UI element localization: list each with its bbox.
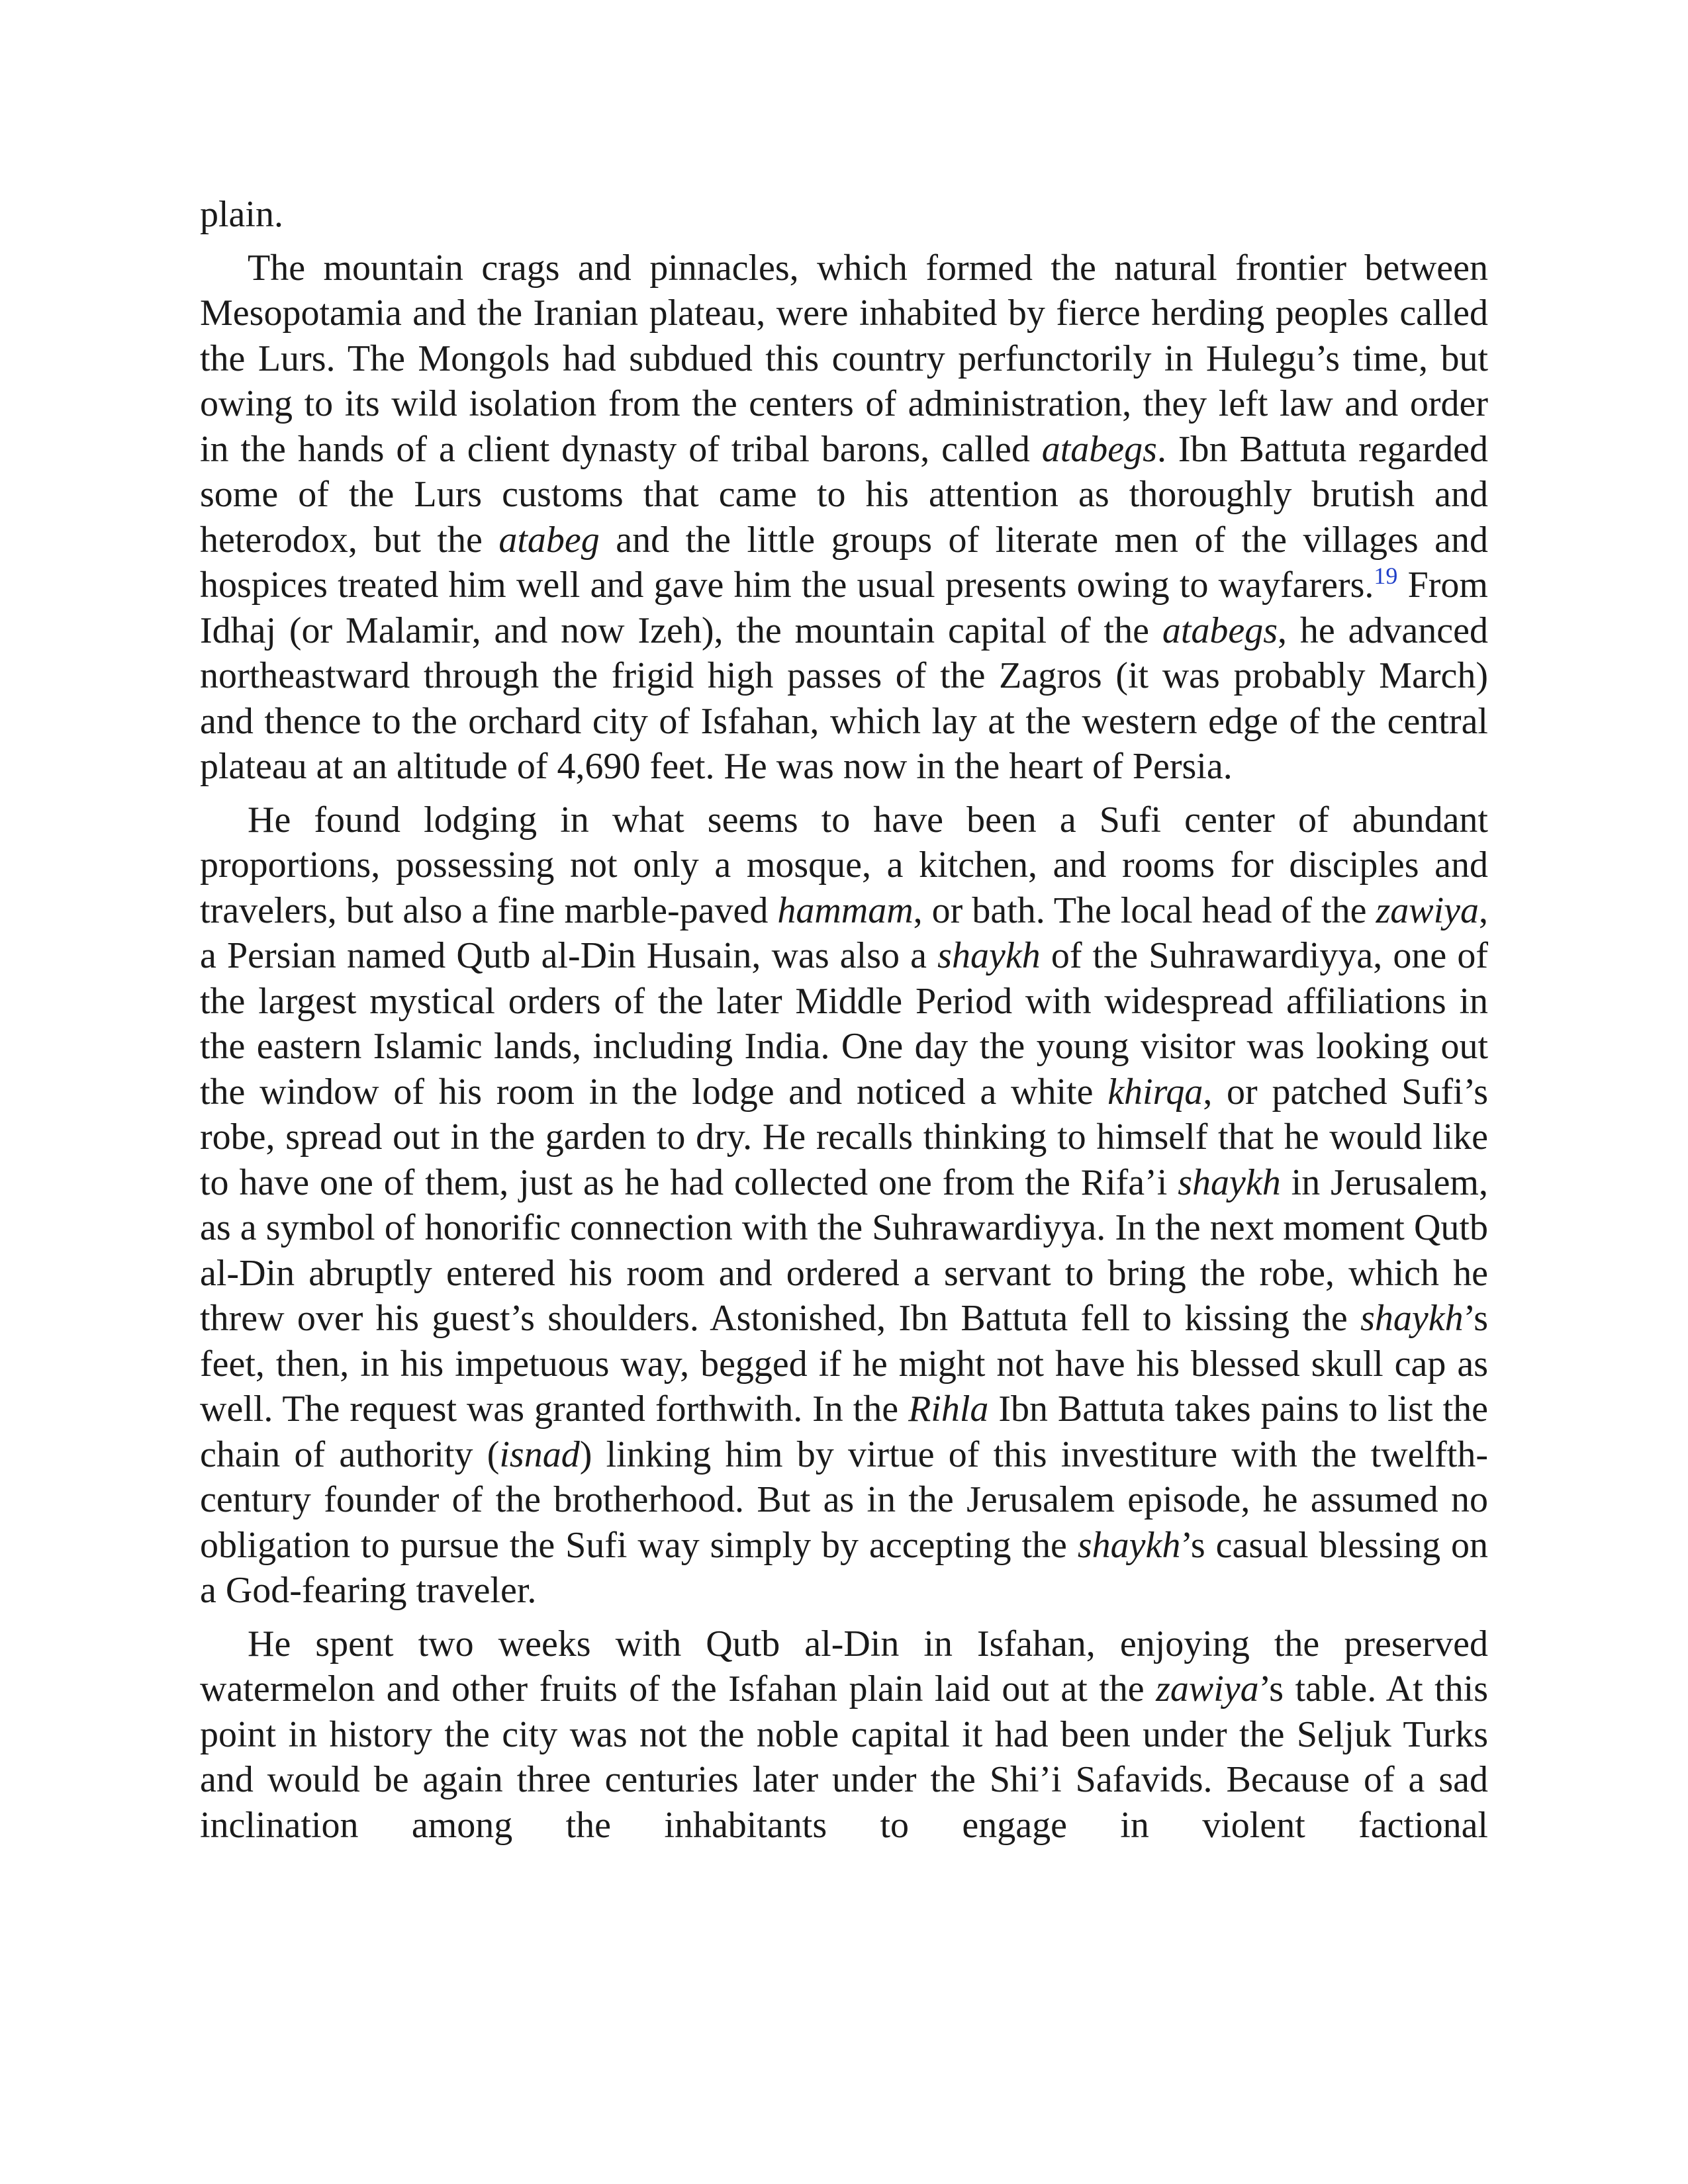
italic-term: atabegs	[1162, 610, 1278, 651]
italic-term: zawiya	[1156, 1668, 1259, 1709]
italic-term: isnad	[499, 1433, 580, 1475]
text-run: , or patched Sufi’s robe, spread out in the garden to dry. He recalls thinking to himself that he would like to have one of them, just as he had collected one from the Rifa’i	[200, 1071, 1488, 1203]
text-run: plain.	[200, 194, 283, 235]
text-run: From Idhaj (or Malamir, and now Izeh), the mountain capital of the	[200, 565, 1488, 651]
italic-term: zawiya	[1376, 889, 1479, 931]
paragraph-isfahan-lodging	[200, 797, 1488, 1614]
italic-term: atabeg	[498, 519, 600, 561]
italic-term: atabegs	[1041, 428, 1157, 470]
italic-term: shaykh	[1077, 1524, 1181, 1566]
italic-term: shaykh	[937, 935, 1041, 976]
text-run: . Ibn Battuta regarded some of the Lurs customs that came to his attention as thoroughly brutish and heterodox, but the	[200, 428, 1489, 561]
text-run: of the Suhrawardiyya, one of the largest mystical orders of the later Middle Period with widespread affiliations in the eastern Islamic lands, including India. One day the young visitor was looking out the window of his room in the lodge and noticed a white	[200, 935, 1488, 1113]
footnote-ref-19[interactable]: 19	[1374, 563, 1398, 589]
text-run: in Jerusalem, as a symbol of honorific connection with the Suhrawardiyya. In the next moment Qutb al-Din abruptly entered his room and ordered a servant to bring the robe, which he threw over his guest’s shoulders. Astonished, Ibn Battuta fell to kissing the	[200, 1161, 1488, 1339]
text-run: , or bath. The local head of the	[913, 889, 1376, 931]
text-run: , a Persian named Qutb al-Din Husain, was also a	[200, 889, 1489, 976]
italic-term: shaykh	[1178, 1161, 1281, 1203]
text-run: ’s table. At this point in history the city was not the noble capital it had been under the Seljuk Turks and would be again three centuries later under the Shi’i Safavids. Because of a sad inclination among the inhabitants to engage in violent factional	[200, 1668, 1488, 1846]
text-run: Ibn Battuta takes pains to list the chain of authority (	[200, 1388, 1488, 1475]
page-body	[200, 192, 1488, 1848]
text-run: He found lodging in what seems to have been a Sufi center of abundant proportions, possessing not only a mosque, a kitchen, and rooms for disciples and travelers, but also a fine marble-paved	[200, 799, 1488, 931]
italic-term: khirqa	[1107, 1071, 1203, 1113]
text-run: ’s feet, then, in his impetuous way, begged if he might not have his blessed skull cap as well. The request was granted forthwith. In the	[200, 1298, 1488, 1430]
text-run: ) linking him by virtue of this investiture with the twelfth-century founder of the brotherhood. But as in the Jerusalem episode, he assumed no obligation to pursue the Sufi way simply by accepting the	[200, 1433, 1488, 1566]
paragraph-continuation	[200, 192, 1488, 238]
italic-term: hammam	[777, 889, 914, 931]
text-run: and the little groups of literate men of the villages and hospices treated him well and gave him the usual presents owing to wayfarers.	[200, 519, 1489, 606]
paragraph-lurs	[200, 246, 1488, 790]
italic-term: Rihla	[908, 1388, 989, 1430]
paragraph-isfahan-city	[200, 1621, 1488, 1848]
text-run: ’s casual blessing on a God-fearing traveler.	[200, 1524, 1489, 1611]
text-run: The mountain crags and pinnacles, which formed the natural frontier between Mesopotamia and the Iranian plateau, were inhabited by fierce herding peoples called the Lurs. The Mongols had subdued this country perfunctorily in Hulegu’s time, but owing to its wild isolation from the centers of administration, they left law and order in the hands of a client dynasty of tribal barons, called	[200, 247, 1488, 470]
text-run: , he advanced northeastward through the frigid high passes of the Zagros (it was probably March) and thence to the orchard city of Isfahan, which lay at the western edge of the central plateau at an altitude of 4,690 feet. He was now in the heart of Persia.	[200, 610, 1489, 787]
text-run: He spent two weeks with Qutb al-Din in Isfahan, enjoying the preserved watermelon and other fruits of the Isfahan plain laid out at the	[200, 1623, 1488, 1709]
italic-term: shaykh	[1360, 1298, 1464, 1339]
